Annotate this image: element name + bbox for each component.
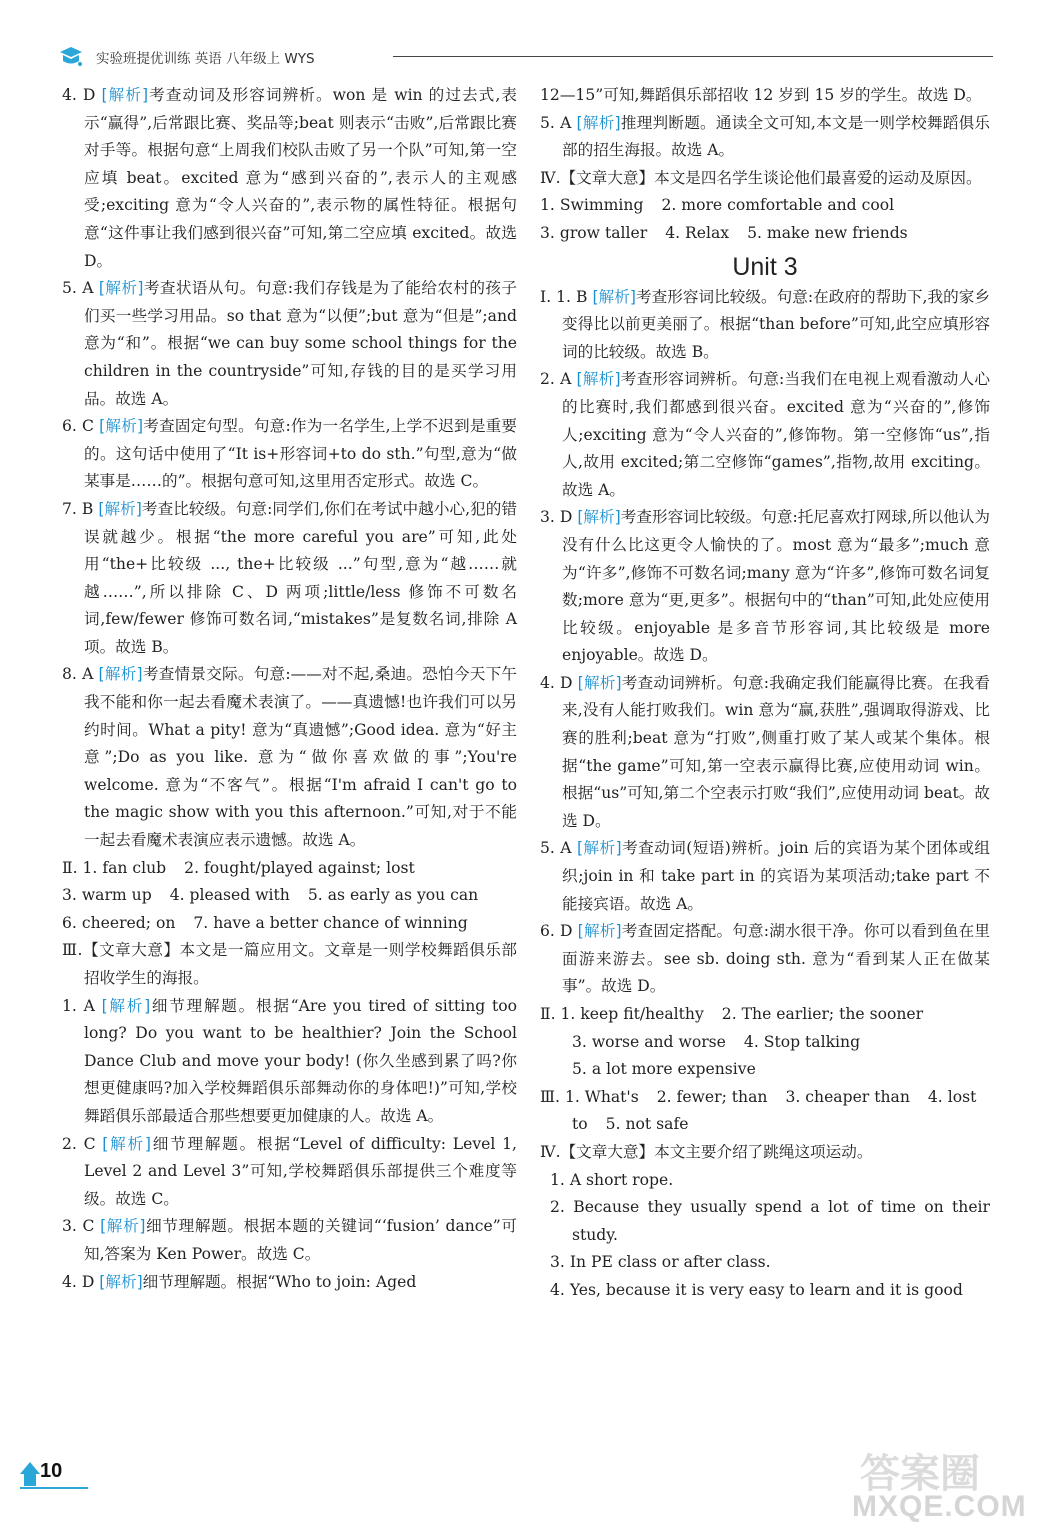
answer-item: 2. C [解析]细节理解题。根据“Level of difficulty: Level 1, Level 2 and Level 3”可知,学校舞蹈俱乐部提供三个难度等级。故选 C。 [62, 1134, 517, 1208]
answer-item: 5. A [解析]推理判断题。通读全文可知,本文是一则学校舞蹈俱乐部的招生海报。故选 A。 [540, 113, 990, 160]
answer-text: 4. Stop talking [743, 1032, 861, 1051]
answer-item: 3. In PE class or after class. [550, 1253, 771, 1272]
analysis-tag: [解析] [576, 839, 622, 858]
answer-item: 6. C [解析]考查固定句型。句意:作为一名学生,上学不迟到是重要的。这句话中使用了“It is+形容词+to do sth.”句型,意为“做某事是……的”。根据句意可知,这里用否定形式。故选 C。 [62, 417, 518, 491]
answer-item: 5. A [解析]考查状语从句。句意:我们存钱是为了能给农村的孩子们买一些学习用品。so that 意为“以便”;but 意为“但是”;and 意为“和”。根据“we can buy some school things for the children in the countryside”可知,存钱的目的是买学习用品。故选 A。 [62, 279, 517, 408]
analysis-tag: [解析] [101, 86, 149, 104]
analysis-tag: [解析] [102, 1134, 151, 1153]
answer-text: Ⅱ. 1. fan club [62, 858, 167, 877]
answer-item: 4. Yes, because it is very easy to learn and it is good [550, 1280, 963, 1299]
analysis-tag: [解析] [98, 665, 143, 684]
answer-item: 4. D [解析]考查动词辨析。句意:我确定我们能赢得比赛。在我看来,没有人能打败我们。win 意为“赢,获胜”,强调取得游戏、比赛的胜利;beat 意为“打败”,侧重打败了某人或某个集体。根据“the game”可知,第一空表示赢得比赛,应使用动词 win。根据“us”可知,第二个空表示打败“我们”,应使用动词 beat。故选 D。 [540, 673, 990, 830]
answer-text: 3. cheaper than [785, 1087, 910, 1106]
answer-item: 4. D [解析]考查动词及形容词辨析。won 是 win 的过去式,表示“赢得”,后常跟比赛、奖品等;beat 则表示“击败”,后常跟比赛对手等。根据句意“上周我们校队击败了另一个队”可知,第一空应填 beat。excited 意为“感到兴奋的”,表示人的主观感受;exciting 意为“令人兴奋的”,表示物的属性特征。根据句意“这件事让我们感到很兴奋”可知,第二空应填 excited。故选 D。 [62, 86, 518, 270]
answer-text: 7. have a better chance of winning [193, 913, 468, 932]
answer-row [62, 882, 517, 910]
answer-row [540, 220, 990, 248]
answer-item: 7. B [解析]考查比较级。句意:同学们,你们在考试中越小心,犯的错误就越少。根据“the more careful you are”可知,此处用“the+比较级 ..., the+比较级 ...”句型,意为“越……就越……”,所以排除 C、D 两项;little/less 修饰不可数名词,few/fewer 修饰可数名词,“mistakes”是复数名词,排除 A 项。故选 B。 [62, 499, 517, 656]
answer-text: 2. fought/played against; lost [184, 858, 415, 877]
watermark-url: MXQE.COM [852, 1490, 1027, 1523]
answer-row [540, 192, 990, 220]
answer-row [540, 1029, 990, 1057]
answer-text: 4. Relax [665, 223, 730, 242]
answer-item: 2. Because they usually spend a lot of time on their study. [550, 1198, 990, 1244]
analysis-tag: [解析] [98, 279, 144, 298]
answer-item: 5. A [解析]考查动词(短语)辨析。join 后的宾语为某个团体或组织;join in 和 take part in 的宾语为某项活动;take part 不能接宾语。故选 A。 [540, 839, 990, 913]
answer-item: 1. A [解析]细节理解题。根据“Are you tired of sitting too long? Do you want to be healthier? Join the School Dance Club and move your body! (你久坐感到累了吗?你想更健康吗?加入学校舞蹈俱乐部舞动你的身体吧!)”可知,学校舞蹈俱乐部最适合那些想要更加健康的人。故选 A。 [62, 996, 517, 1125]
left-column [62, 82, 517, 1296]
page-number: 10 [40, 1460, 63, 1482]
header-title: 实验班提优训练 英语 八年级上 WYS [96, 51, 315, 67]
analysis-tag: [解析] [577, 508, 621, 527]
answer-item: 4. D [解析]细节理解题。根据“Who to join: Aged [62, 1272, 417, 1291]
analysis-tag: [解析] [576, 370, 621, 389]
answer-item: 2. A [解析]考查形容词辨析。句意:当我们在电视上观看激动人心的比赛时,我们都感到很兴奋。excited 意为“兴奋的”,修饰人;exciting 意为“令人兴奋的”,修饰物。第一空修饰“us”,指人,故用 excited;第二空修饰“games”,指物,故用 exciting。故选 A。 [540, 370, 990, 499]
answer-row [540, 1111, 990, 1139]
answer-item: 1. A short rope. [550, 1170, 674, 1189]
page-header [58, 44, 993, 70]
book-logo-icon [58, 44, 84, 68]
answer-row [62, 910, 517, 938]
answer-row [540, 1084, 990, 1112]
answer-text: 3. grow taller [540, 223, 648, 242]
answer-text: 2. more comfortable and cool [661, 196, 895, 215]
section-summary: Ⅳ.【文章大意】本文主要介绍了跳绳这项运动。 [540, 1142, 873, 1161]
answer-row [540, 1056, 990, 1084]
analysis-tag: [解析] [577, 922, 622, 941]
watermark [840, 1442, 1027, 1527]
answer-text: Ⅱ. 1. keep fit/healthy [540, 1005, 704, 1023]
analysis-tag: [解析] [592, 287, 636, 306]
answer-text: 4. lost [927, 1087, 977, 1106]
answer-row [540, 1001, 990, 1029]
answer-text: 3. warm up [62, 886, 152, 905]
analysis-tag: [解析] [101, 996, 151, 1015]
answer-text: 4. pleased with [169, 886, 290, 905]
answer-item: 6. D [解析]考查固定搭配。句意:湖水很干净。你可以看到鱼在里面游来游去。see sb. doing sth. 意为“看到某人正在做某事”。故选 D。 [540, 922, 990, 996]
answer-text: 3. worse and worse [572, 1032, 726, 1051]
answer-item: 8. A [解析]考查情景交际。句意:——对不起,桑迪。恐怕今天下午我不能和你一起去看魔术表演了。——真遗憾!也许我们可以另约时间。What a pity! 意为“真遗憾”;Good idea. 意为“好主意”;Do as you like. 意为“做你喜欢做的事”;You're welcome. 意为“不客气”。根据“I'm afraid I can't go to the magic show with you this afternoon.”可知,对于不能一起去看魔术表演应表示遗憾。故选 A。 [62, 665, 517, 850]
answer-item: 12—15”可知,舞蹈俱乐部招收 12 岁到 15 岁的学生。故选 D。 [540, 86, 982, 104]
answer-text: 6. cheered; on [62, 913, 176, 932]
analysis-tag: [解析] [577, 673, 622, 692]
answer-item: 3. C [解析]细节理解题。根据本题的关键词“‘fusion’ dance”可知,答案为 Ken Power。故选 C。 [62, 1217, 517, 1263]
answer-text: 5. as early as you can [307, 886, 479, 905]
answer-text: 5. a lot more expensive [572, 1060, 756, 1079]
answer-text: 5. not safe [605, 1115, 689, 1134]
header-rule [393, 56, 993, 57]
watermark-logo-text: 答案圈 [860, 1451, 980, 1497]
right-column [540, 82, 990, 1305]
answer-item: 3. D [解析]考查形容词比较级。句意:托尼喜欢打网球,所以他认为没有什么比这更令人愉快的了。most 意为“最多”;much 意为“许多”,修饰不可数名词;many 意为“许多”,修饰可数名词复数;more 意为“更,更多”。根据句中的“than”可知,此处应使用比较级。enjoyable 是多音节形容词,其比较级是 more enjoyable。故选 D。 [540, 508, 990, 665]
section-summary: Ⅲ.【文章大意】本文是一篇应用文。文章是一则学校舞蹈俱乐部招收学生的海报。 [62, 941, 517, 987]
analysis-tag: [解析] [99, 1272, 143, 1291]
answer-text: 2. The earlier; the sooner [721, 1005, 924, 1023]
analysis-tag: [解析] [98, 499, 142, 518]
answer-text: 5. make new friends [747, 223, 908, 242]
answer-text: Ⅲ. 1. What's [540, 1087, 639, 1106]
answer-text: 2. fewer; than [656, 1087, 768, 1106]
analysis-tag: [解析] [576, 113, 621, 132]
answer-text: 1. Swimming [540, 196, 644, 215]
answer-row [62, 855, 517, 883]
analysis-tag: [解析] [100, 1217, 146, 1236]
answer-text: to [572, 1115, 588, 1134]
section-summary: Ⅳ.【文章大意】本文是四名学生谈论他们最喜爱的运动及原因。 [540, 168, 982, 187]
answer-item: Ⅰ. 1. B [解析]考查形容词比较级。句意:在政府的帮助下,我的家乡变得比以前更美丽了。根据“than before”可知,此空应填形容词的比较级。故选 B。 [540, 287, 991, 361]
unit-title: Unit 3 [732, 252, 798, 281]
analysis-tag: [解析] [99, 417, 144, 436]
